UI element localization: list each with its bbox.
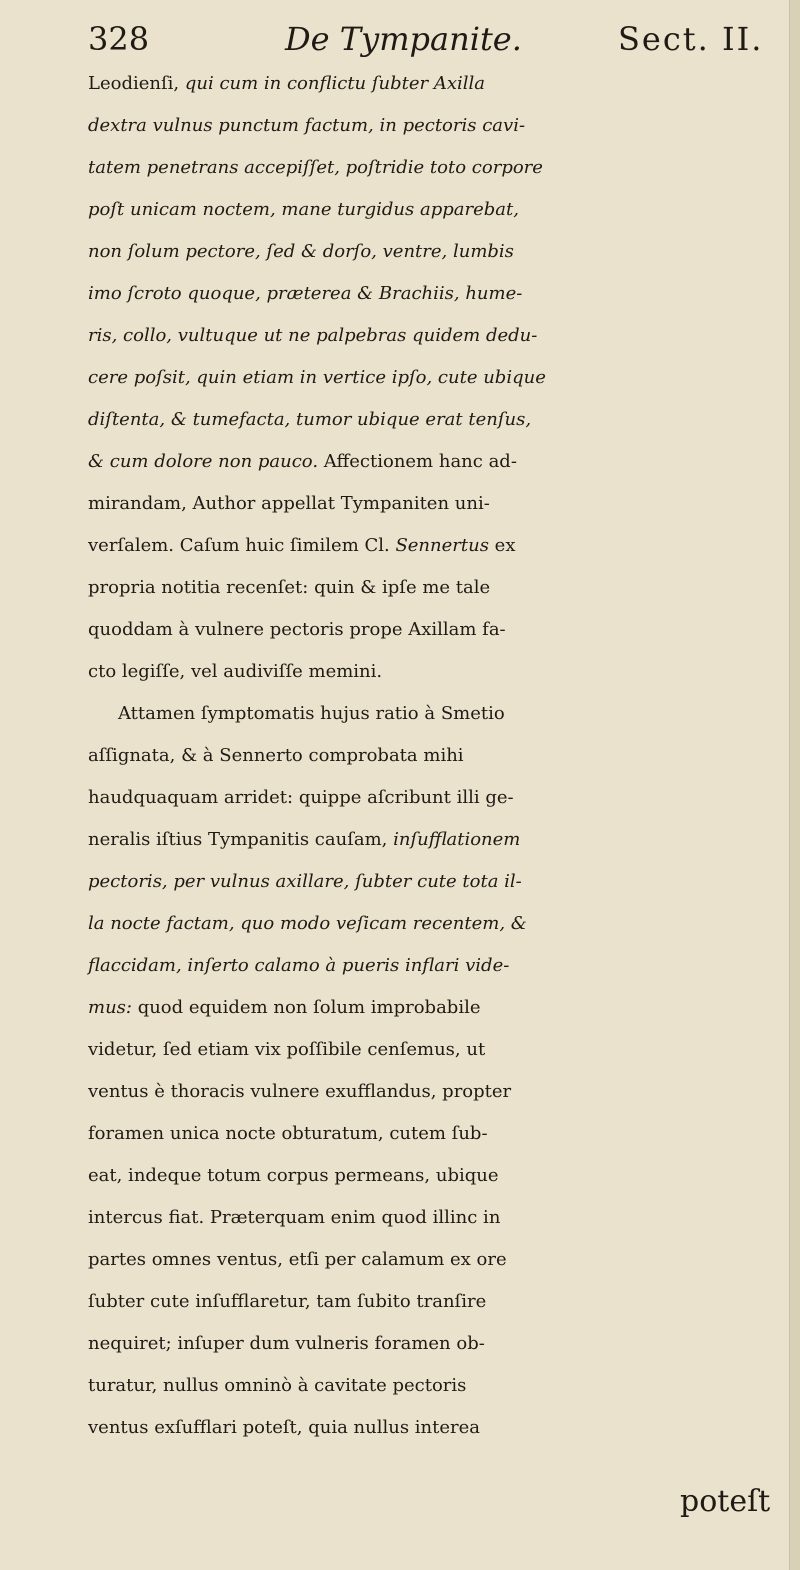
- text-line: [88, 63, 800, 105]
- text-line: [88, 315, 800, 357]
- italic-text: poſt unicam noctem, mane turgidus apparebat,: [88, 199, 519, 220]
- roman-text: quoddam à vulnere pectoris prope Axillam fa-: [88, 619, 506, 640]
- roman-text: quod equidem non ſolum improbabile: [137, 997, 481, 1018]
- text-line: [88, 693, 800, 735]
- running-title: De Tympanite.: [285, 20, 522, 58]
- text-line: [88, 231, 800, 273]
- text-line: [88, 483, 800, 525]
- italic-text: & cum dolore non pauco.: [88, 451, 324, 472]
- text-line: [88, 1407, 800, 1449]
- text-line: [88, 1113, 800, 1155]
- roman-text: aſſignata, & à Sennerto comprobata mihi: [88, 745, 464, 766]
- roman-text: turatur, nullus omninò à cavitate pectoris: [88, 1375, 467, 1396]
- roman-text: Affectionem hanc ad-: [323, 451, 517, 472]
- text-line: [88, 357, 800, 399]
- roman-text: intercus fiat. Prӕterquam enim quod illinc in: [88, 1207, 501, 1228]
- italic-text: la nocte factam, quo modo veſicam recentem, &: [88, 913, 527, 934]
- text-line: [88, 525, 800, 567]
- roman-text: cto legiſſe, vel audiviſſe memini.: [88, 661, 383, 682]
- roman-text: nequiret; inſuper dum vulneris foramen ob-: [88, 1333, 485, 1354]
- roman-text: haudquaquam arridet: quippe aſcribunt illi ge-: [88, 787, 514, 808]
- running-header: [88, 20, 788, 60]
- text-line: [88, 945, 800, 987]
- text-line: [88, 735, 800, 777]
- text-line: [88, 987, 800, 1029]
- text-line: [88, 399, 800, 441]
- italic-text: Sennertus: [395, 535, 489, 556]
- text-line: [88, 1197, 800, 1239]
- italic-text: dextra vulnus punctum factum, in pectoris cavi-: [88, 115, 526, 136]
- text-line: [88, 1071, 800, 1113]
- text-line: [88, 609, 800, 651]
- roman-text: propria notitia recenſet: quin & ipſe me tale: [88, 577, 491, 598]
- text-line: [88, 903, 800, 945]
- roman-text: ventus exſufflari poteſt, quia nullus interea: [88, 1417, 481, 1438]
- text-line: [88, 777, 800, 819]
- italic-text: tatem penetrans accepiſſet, poſtridie toto corpore: [88, 157, 543, 178]
- italic-text: cere poſsit, quin etiam in vertice ipſo, cute ubique: [88, 367, 546, 388]
- text-line: [88, 1323, 800, 1365]
- text-line: [88, 441, 800, 483]
- roman-text: partes omnes ventus, etſi per calamum ex ore: [88, 1249, 507, 1270]
- body-text: [88, 63, 800, 1449]
- roman-text: mirandam, Author appellat Tympaniten uni-: [88, 493, 490, 514]
- text-line: [88, 861, 800, 903]
- roman-text: verſalem. Caſum huic ſimilem Cl.: [88, 535, 396, 556]
- text-line: [88, 189, 800, 231]
- text-line: [88, 147, 800, 189]
- italic-text: flaccidam, inſerto calamo à pueris inflari vide-: [88, 955, 510, 976]
- roman-text: foramen unica nocte obturatum, cutem ſub-: [88, 1123, 488, 1144]
- text-line: [88, 567, 800, 609]
- italic-text: diſtenta, & tumefacta, tumor ubique erat tenſus,: [88, 409, 532, 430]
- text-line: [88, 651, 800, 693]
- text-line: [88, 1029, 800, 1071]
- italic-text: non ſolum pectore, ſed & dorſo, ventre, lumbis: [88, 241, 514, 262]
- roman-text: eat, indeque totum corpus permeans, ubique: [88, 1165, 499, 1186]
- text-line: [88, 1155, 800, 1197]
- italic-text: mus:: [88, 997, 138, 1018]
- italic-text: inſufflationem: [393, 829, 521, 850]
- italic-text: qui cum in conflictu ſubter Axilla: [184, 73, 486, 94]
- roman-text: ſubter cute inſufflaretur, tam ſubito tranſire: [88, 1291, 487, 1312]
- italic-text: ris, collo, vultuque ut ne palpebras quidem dedu-: [88, 325, 538, 346]
- roman-text: neralis iſtius Tympanitis cauſam,: [88, 829, 394, 850]
- page-number: 328: [88, 20, 150, 58]
- roman-text: Attamen ſymptomatis hujus ratio à Smetio: [118, 703, 505, 724]
- catchword: poteſt: [680, 1484, 771, 1519]
- italic-text: pectoris, per vulnus axillare, ſubter cute tota il-: [88, 871, 522, 892]
- roman-text: videtur, ſed etiam vix poſſibile cenſemus, ut: [88, 1039, 486, 1060]
- text-line: [88, 819, 800, 861]
- text-line: [88, 273, 800, 315]
- text-line: [88, 1365, 800, 1407]
- roman-text: ex: [488, 535, 516, 556]
- section-label: Sect. II.: [618, 20, 764, 58]
- text-line: [88, 105, 800, 147]
- text-line: [88, 1281, 800, 1323]
- italic-text: imo ſcroto quoque, prӕterea & Brachiis, hume-: [88, 283, 523, 304]
- roman-text: Leodienſi,: [88, 73, 185, 94]
- roman-text: ventus è thoracis vulnere exufflandus, propter: [88, 1081, 512, 1102]
- text-line: [88, 1239, 800, 1281]
